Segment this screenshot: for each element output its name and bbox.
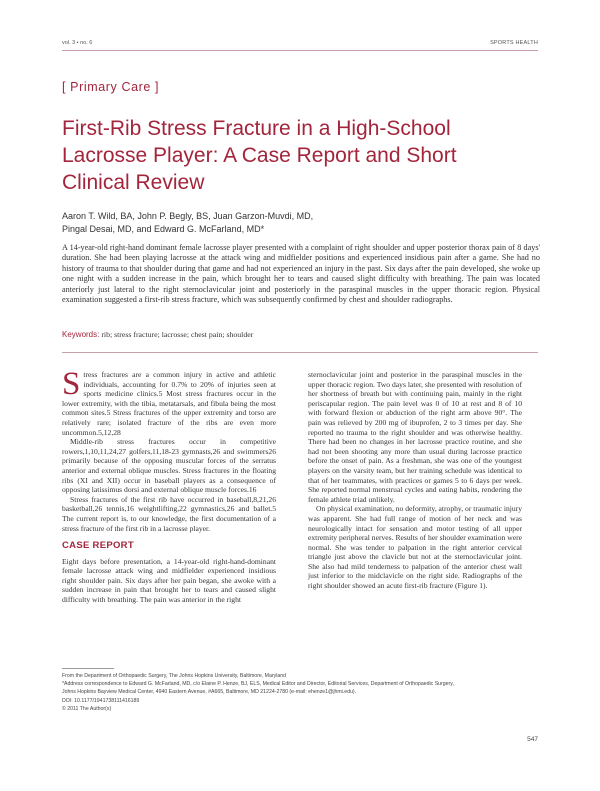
abstract-divider [62,352,538,353]
author-list [62,210,502,235]
footnote-address: Johns Hopkins Bayview Medical Center, 4940 Eastern Avenue, #A665, Baltimore, MD 21224-2780 (e-mail: ehenze1@jhmi.edu). [62,689,357,696]
abstract: A 14-year-old right-hand dominant female lacrosse player presented with a complaint of right shoulder and upper posterior thorax pain of 8 days' duration. She had been playing lacrosse at the attack wing and midfielder positions and experienced insidious pain after a game. She had no history of trauma to that shoulder during that game and had not experienced an injury in the past. Six days after the pain developed, she woke up one night with a sudden increase in the pain, which brought her to tears and caused slight difficulty with breathing. The pain was located anteriorly just lateral to the right sternoclavicular joint and posteriorly in the paraspinal muscles in the upper thoracic region. Physical examination suggested a first-rib stress fracture, which was subsequently confirmed by chest and shoulder radiographs. [62,243,540,305]
intro-paragraph-1-text: tress fractures are a common injury in active and athletic individuals, accounting for 0.7% to 20% of injuries seen at sports medicine clinics.5 Most stress fractures occur in the lower extremity, with the tibia, metatarsals, and fibula being the most common sites.5 Stress fractures of the upper extremity and torso are relatively rare; isolated fracture of the ribs are even more uncommon.5,12,28 [62,370,276,437]
drop-cap: S [62,366,81,402]
keywords [62,330,540,340]
footnote-doi: DOI: 10.1177/1941738111416189 [62,697,140,704]
section-label: [ Primary Care ] [62,80,160,94]
case-paragraph-1: Eight days before presentation, a 14-year-old right-hand-dominant female lacrosse attack wing and midfielder experienced insidious right shoulder pain. Six days after her pain began, she awoke with a sudden increase in pain that brought her to tears and caused slight difficulty with breathing. The pain was anterior in the right [62,556,276,605]
header-divider [62,50,538,51]
case-paragraph-3: On physical examination, no deformity, atrophy, or traumatic injury was apparent. She had full range of motion of her neck and was neurologically intact for sensation and motor testing of all upper extremity peripheral nerves. Results of her shoulder examination were normal. She was tender to palpation in the right anterior cervical triangle just above the clavicle but not at the sternoclavicular joint. She also had mild tenderness to palpation of the anterior chest wall just inferior to the midclavicle on the right side. Radiographs of the right shoulder showed an acute first-rib fracture (Figure 1). [308,504,522,591]
article-title: First-Rib Stress Fracture in a High-School Lacrosse Player: A Case Report and Short Clinical Review [62,117,457,194]
running-header-volume: vol. 3 • no. 6 [62,40,93,46]
footnote-divider [62,668,114,669]
keywords-text: rib; stress fracture; lacrosse; chest pain; shoulder [101,330,254,339]
case-paragraph-2: sternoclavicular joint and posterior in the paraspinal muscles in the upper thoracic region. Two days later, she presented with resolution of her shortness of breath but with continuing pain, mainly in the right periscapular region. The pain level was 0 of 10 at rest and 8 of 10 with forward flexion or abduction of the right arm above 90°. The pain was relieved by 200 mg of ibuprofen, 2 to 3 times per day. She reported no trauma to the right shoulder and was otherwise healthy. There had been no changes in her lacrosse practice routine, and she had not been shooting any more than usual during lacrosse practice before the onset of pain. As a freshman, she was one of the youngest players on the varsity team, but her training schedule was identical to that of her teammates, with practices or games 5 to 6 days per week. She reported normal menstrual cycles and eating habits, rendering the female athlete triad unlikely. [308,370,522,504]
footnote-correspondence: *Address correspondence to Edward G. McFarland, MD, c/o Elaine P. Henze, BJ, ELS, Medical Editor and Director, Editorial Services, Department of Orthopaedic Surgery, [62,681,454,688]
intro-paragraph-3: Stress fractures of the first rib have occurred in baseball,8,21,26 basketball,26 tennis,16 weightlifting,22 gymnastics,26 and ballet.5 The current report is, to our knowledge, the first documentation of a stress fracture of the first rib in a lacrosse player. [62,494,276,533]
case-report-heading: CASE REPORT [62,540,134,552]
footnote-copyright: © 2011 The Author(s) [62,705,112,712]
page-number: 547 [527,736,538,743]
right-column [308,370,522,591]
author-line-2: Pingal Desai, MD, and Edward G. McFarland, MD* [62,223,265,234]
footnotes [62,672,532,713]
intro-paragraph-2: Middle-rib stress fractures occur in competitive rowers,1,10,11,24,27 golfers,11,18-23 gymnasts,26 and swimmers26 primarily because of the opposing muscular forces of the serratus anterior and external oblique muscles. Stress fractures in the floating ribs (XI and XII) occur in baseball players as a consequence of opposing latissimus dorsi and external oblique muscle forces.16 [62,437,276,495]
author-line-1: Aaron T. Wild, BA, John P. Begly, BS, Juan Garzon-Muvdi, MD, [62,211,314,221]
keywords-label: Keywords: [62,330,100,339]
footnote-affiliation: From the Department of Orthopaedic Surgery, The Johns Hopkins University, Baltimore, Maryland [62,673,287,679]
running-header-journal: SPORTS HEALTH [490,40,538,46]
intro-paragraph-1 [62,366,276,437]
left-column [62,366,276,605]
